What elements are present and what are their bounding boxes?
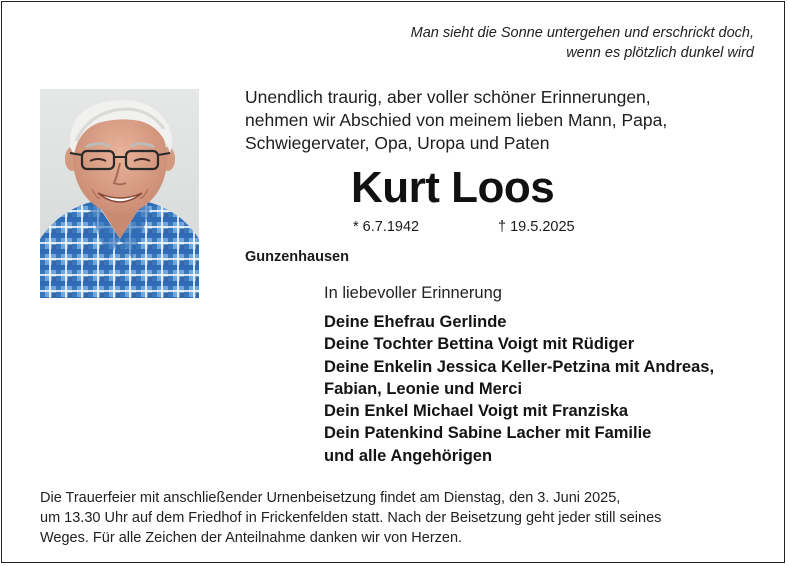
obituary-frame — [1, 1, 785, 563]
mourner-line: Deine Tochter Bettina Voigt mit Rüdiger — [324, 335, 635, 354]
intro-line: Schwiegervater, Opa, Uropa und Paten — [245, 133, 550, 153]
mourners-list — [324, 311, 714, 467]
mourner-line: Dein Patenkind Sabine Lacher mit Familie — [324, 424, 652, 443]
hometown: Gunzenhausen — [245, 249, 349, 265]
mourner-line: Fabian, Leonie und Merci — [324, 379, 523, 398]
death-date: † 19.5.2025 — [498, 219, 575, 235]
motto-line: Man sieht die Sonne untergehen und erschrickt doch, — [410, 25, 754, 41]
notice-line: um 13.30 Uhr auf dem Friedhof in Frickenfelden statt. Nach der Beisetzung geht jeder still seines — [40, 510, 662, 526]
intro-line: Unendlich traurig, aber voller schöner Erinnerungen, — [245, 87, 651, 107]
deceased-name: Kurt Loos — [351, 163, 555, 212]
mourner-line: Dein Enkel Michael Voigt mit Franziska — [324, 402, 629, 421]
memory-label: In liebevoller Erinnerung — [324, 284, 502, 302]
mourner-line: Deine Ehefrau Gerlinde — [324, 313, 507, 331]
notice-line: Weges. Für alle Zeichen der Anteilnahme danken wir von Herzen. — [40, 530, 463, 546]
notice-line: Die Trauerfeier mit anschließender Urnenbeisetzung findet am Dienstag, den 3. Juni 2025, — [40, 490, 621, 506]
intro-text — [245, 86, 667, 155]
intro-line: nehmen wir Abschied von meinem lieben Mann, Papa, — [245, 110, 668, 130]
birth-date: * 6.7.1942 — [353, 219, 420, 235]
funeral-notice — [40, 488, 661, 548]
mourner-line: Deine Enkelin Jessica Keller-Petzina mit Andreas, — [324, 357, 715, 376]
motto-line: wenn es plötzlich dunkel wird — [566, 45, 754, 61]
mourner-line: und alle Angehörigen — [324, 446, 493, 465]
portrait-photo — [40, 89, 199, 298]
motto-quote — [411, 23, 754, 63]
